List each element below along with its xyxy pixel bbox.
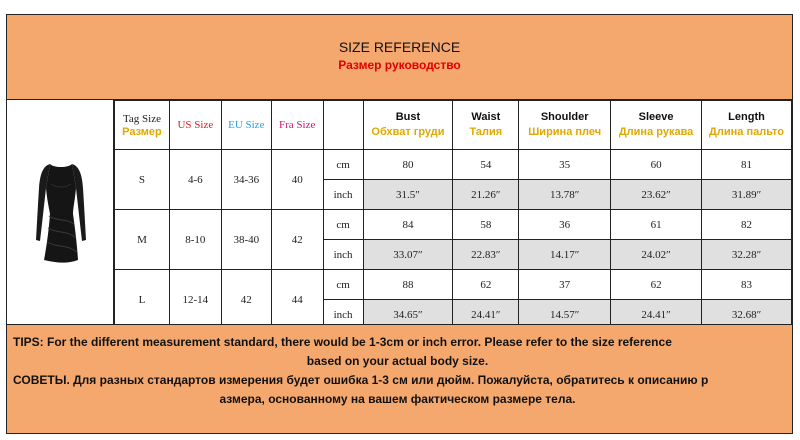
length-label: Length [728, 111, 765, 123]
tag-size-cell: L [115, 270, 170, 330]
bust-label-ru: Обхват груди [371, 126, 445, 138]
shoulder-label: Shoulder [540, 111, 589, 123]
unit-cm-cell: cm [323, 210, 363, 240]
table-row [115, 150, 792, 180]
waist-cm-cell: 58 [453, 210, 519, 240]
eu-size-cell: 34-36 [221, 150, 271, 210]
shoulder-cm-cell: 35 [519, 150, 611, 180]
unit-cm-cell: cm [323, 150, 363, 180]
tips-ru-line-1: СОВЕТЫ. Для разных стандартов измерения будет ошибка 1-3 см или дюйм. Пожалуйста, обратитесь к описанию р [13, 373, 709, 387]
us-size-cell: 12-14 [169, 270, 221, 330]
bust-label: Bust [395, 111, 421, 123]
tag-size-label: Tag Size [122, 113, 161, 125]
waist-cm-cell: 54 [453, 150, 519, 180]
table-header-row [115, 101, 792, 150]
shoulder-inch-cell: 13.78″ [519, 180, 611, 210]
bust-inch-cell: 33.07″ [363, 240, 453, 270]
sleeve-cm-cell: 62 [611, 270, 702, 300]
bust-cm-cell: 88 [363, 270, 453, 300]
shoulder-inch-cell: 14.57″ [519, 300, 611, 330]
length-inch-cell: 32.68″ [702, 300, 792, 330]
fra-size-cell: 44 [271, 270, 323, 330]
unit-inch-cell: inch [323, 180, 363, 210]
tips-en-line-2: based on your actual body size. [306, 354, 489, 368]
sleeve-cm-cell: 60 [611, 150, 702, 180]
waist-inch-cell: 21.26″ [453, 180, 519, 210]
product-photo [7, 100, 114, 324]
sleeve-cm-cell: 61 [611, 210, 702, 240]
sleeve-inch-cell: 24.41″ [611, 300, 702, 330]
size-table [114, 100, 792, 330]
page-subtitle-ru: Размер руководство [338, 58, 461, 72]
bust-inch-cell: 31.5″ [363, 180, 453, 210]
col-header-us-size: US Size [169, 101, 221, 150]
unit-inch-cell: inch [323, 240, 363, 270]
tips-en-line-1: TIPS: For the different measurement standard, there would be 1-3cm or inch error. Please refer to the size reference [13, 335, 672, 349]
eu-size-cell: 42 [221, 270, 271, 330]
sleeve-inch-cell: 24.02″ [611, 240, 702, 270]
length-inch-cell: 32.28″ [702, 240, 792, 270]
header-banner [7, 15, 792, 100]
col-header-sleeve [611, 101, 702, 150]
col-header-unit [323, 101, 363, 150]
tips-box [7, 324, 792, 433]
shoulder-cm-cell: 37 [519, 270, 611, 300]
waist-inch-cell: 22.83″ [453, 240, 519, 270]
shoulder-label-ru: Ширина плеч [528, 126, 602, 138]
col-header-eu-size: EU Size [221, 101, 271, 150]
unit-inch-cell: inch [323, 300, 363, 330]
tag-size-cell: M [115, 210, 170, 270]
table-row [115, 210, 792, 240]
unit-cm-cell: cm [323, 270, 363, 300]
waist-label-ru: Талия [469, 126, 503, 138]
bust-cm-cell: 84 [363, 210, 453, 240]
length-cm-cell: 83 [702, 270, 792, 300]
col-header-fra-size: Fra Size [271, 101, 323, 150]
tag-size-label-ru: Размер [122, 126, 162, 138]
black-dress-photo [31, 158, 91, 266]
us-size-cell: 4-6 [169, 150, 221, 210]
col-header-tag-size [115, 101, 170, 150]
col-header-length [702, 101, 792, 150]
waist-inch-cell: 24.41″ [453, 300, 519, 330]
bust-cm-cell: 80 [363, 150, 453, 180]
shoulder-inch-cell: 14.17″ [519, 240, 611, 270]
waist-cm-cell: 62 [453, 270, 519, 300]
sleeve-label: Sleeve [638, 111, 674, 123]
us-size-cell: 8-10 [169, 210, 221, 270]
waist-label: Waist [471, 111, 501, 123]
table-row [115, 270, 792, 300]
col-header-bust [363, 101, 453, 150]
length-cm-cell: 82 [702, 210, 792, 240]
eu-size-cell: 38-40 [221, 210, 271, 270]
tag-size-cell: S [115, 150, 170, 210]
fra-size-cell: 40 [271, 150, 323, 210]
sleeve-label-ru: Длина рукава [618, 126, 694, 138]
tips-ru-line-2: азмера, основанному на вашем фактическом размере тела. [219, 392, 576, 406]
page-title: SIZE REFERENCE [338, 39, 461, 55]
length-inch-cell: 31.89″ [702, 180, 792, 210]
col-header-shoulder [519, 101, 611, 150]
bust-inch-cell: 34.65″ [363, 300, 453, 330]
fra-size-cell: 42 [271, 210, 323, 270]
length-cm-cell: 81 [702, 150, 792, 180]
sleeve-inch-cell: 23.62″ [611, 180, 702, 210]
size-chart [6, 14, 793, 434]
shoulder-cm-cell: 36 [519, 210, 611, 240]
col-header-waist [453, 101, 519, 150]
length-label-ru: Длина пальто [709, 126, 784, 138]
